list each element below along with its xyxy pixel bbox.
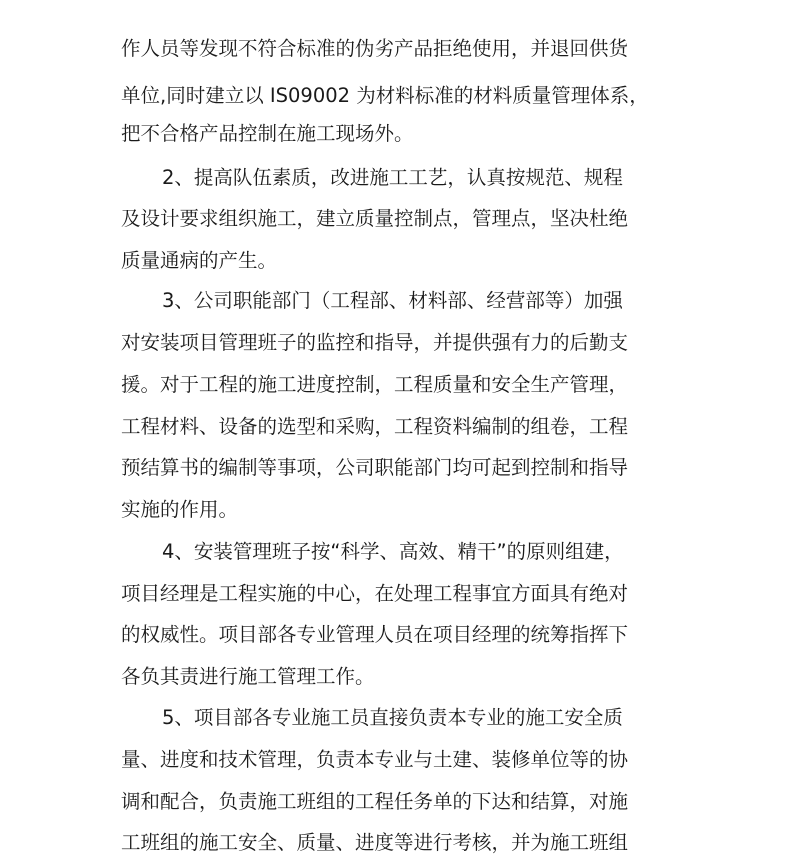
text-line: 工班组的施工安全、质量、进度等进行考核，并为施工班组 — [121, 831, 629, 854]
text-line: 调和配合，负责施工班组的工程任务单的下达和结算，对施 — [121, 790, 629, 813]
text-line: 实施的作用。 — [121, 498, 239, 521]
text-line: 质量通病的产生。 — [121, 249, 278, 272]
paragraph-start-line: 3、公司职能部门（工程部、材料部、经营部等）加强 — [162, 289, 623, 312]
paragraph-start-line: 4、安装管理班子按“科学、高效、精干”的原则组建， — [162, 540, 624, 563]
text-line: 对安装项目管理班子的监控和指导，并提供强有力的后勤支 — [121, 331, 629, 354]
text-line: 的权威性。项目部各专业管理人员在项目经理的统筹指挥下 — [121, 623, 629, 646]
text-line: 单位,同时建立以 IS09002 为材料标准的材料质量管理体系， — [121, 84, 649, 107]
text-line: 把不合格产品控制在施工现场外。 — [121, 122, 414, 145]
text-line: 援。对于工程的施工进度控制，工程质量和安全生产管理， — [121, 373, 629, 396]
text-line: 预结算书的编制等事项，公司职能部门均可起到控制和指导 — [121, 456, 629, 479]
paragraph-start-line: 5、项目部各专业施工员直接负责本专业的施工安全质 — [162, 706, 623, 729]
text-line: 作人员等发现不符合标准的伪劣产品拒绝使用，并退回供货 — [121, 37, 629, 60]
text-line: 工程材料、设备的选型和采购，工程资料编制的组卷，工程 — [121, 415, 629, 438]
text-line: 量、进度和技术管理，负责本专业与土建、装修单位等的协 — [121, 748, 629, 771]
text-line: 项目经理是工程实施的中心，在处理工程事宜方面具有绝对 — [121, 582, 629, 605]
text-line: 及设计要求组织施工，建立质量控制点，管理点，坚决杜绝 — [121, 207, 629, 230]
paragraph-start-line: 2、提高队伍素质，改进施工工艺，认真按规范、规程 — [162, 166, 623, 189]
text-line: 各负其责进行施工管理工作。 — [121, 665, 375, 688]
